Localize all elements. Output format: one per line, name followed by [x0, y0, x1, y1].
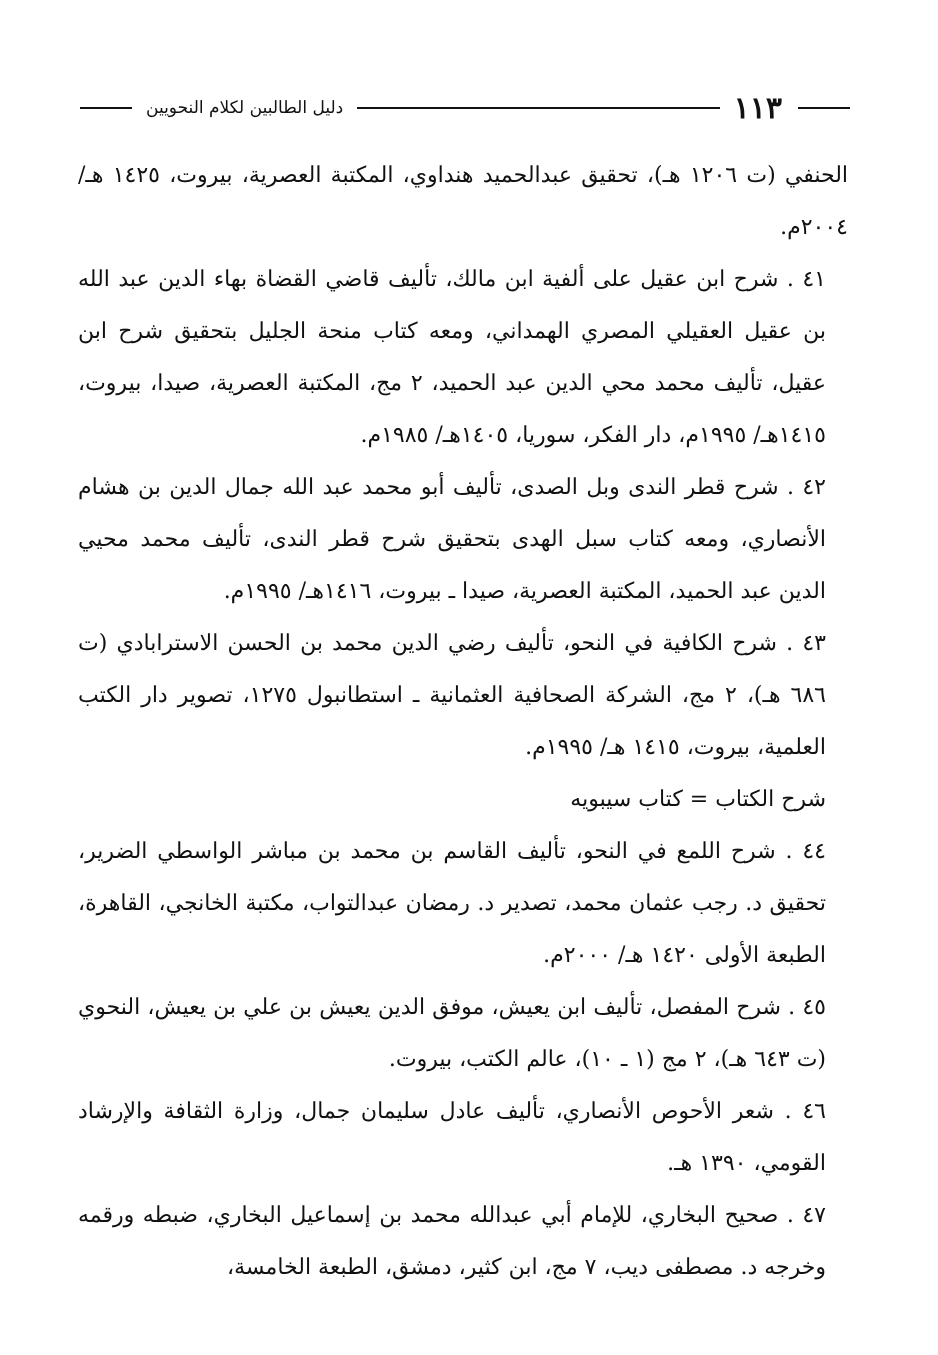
page-number: ١١٣: [733, 90, 782, 126]
entry-43: ٤٣ . شرح الكافية في النحو، تأليف رضي الدين محمد بن الحسن الاسترابادي (ت ٦٨٦ هـ)، ٢ مج، الشركة الصحافية العثمانية ـ استطانبول ١٢٧٥، تصوير دار الكتب العلمية، بيروت، ١٤١٥ هـ/ ١٩٩٥م.: [78, 631, 826, 760]
entry-41: ٤١ . شرح ابن عقيل على ألفية ابن مالك، تأليف قاضي القضاة بهاء الدين عبد الله بن عقيل العقيلي المصري الهمداني، ومعه كتاب منحة الجليل بتحقيق شرح ابن عقيل، تأليف محمد محي الدين عبد الحميد، ٢ مج، المكتبة العصرية، صيدا، بيروت، ١٤١٥هـ/ ١٩٩٥م، دار الفكر، سوريا، ١٤٠٥هـ/ ١٩٨٥م.: [78, 267, 826, 448]
entry-47: ٤٧ . صحيح البخاري، للإمام أبي عبدالله محمد بن إسماعيل البخاري، ضبطه ورقمه وخرجه د. مصطفى ديب، ٧ مج، ابن كثير، دمشق، الطبعة الخامسة،: [78, 1203, 826, 1280]
entry-42: ٤٢ . شرح قطر الندى وبل الصدى، تأليف أبو محمد عبد الله جمال الدين بن هشام الأنصاري، ومعه كتاب سبل الهدى بتحقيق شرح قطر الندى، تأليف محمد محيي الدين عبد الحميد، المكتبة العصرية، صيدا ـ بيروت، ١٤١٦هـ/ ١٩٩٥م.: [78, 475, 826, 604]
header-rule-left: [80, 107, 132, 109]
entry-45: ٤٥ . شرح المفصل، تأليف ابن يعيش، موفق الدين يعيش بن علي بن يعيش، النحوي (ت ٦٤٣ هـ)، ٢ مج (١ ـ ١٠)، عالم الكتب، بيروت.: [78, 995, 826, 1072]
entry-44: ٤٤ . شرح اللمع في النحو، تأليف القاسم بن محمد بن مباشر الواسطي الضرير، تحقيق د. رجب عثمان محمد، تصدير د. رمضان عبدالتواب، مكتبة الخانجي، القاهرة، الطبعة الأولى ١٤٢٠ هـ/ ٢٠٠٠م.: [78, 839, 826, 968]
running-title: دليل الطالبين لكلام النحويين: [146, 98, 344, 118]
header-rule-middle: [357, 107, 719, 109]
entry-continuation: الحنفي (ت ١٢٠٦ هـ)، تحقيق عبدالحميد هنداوي، المكتبة العصرية، بيروت، ١٤٢٥ هـ/ ٢٠٠٤م.: [78, 163, 849, 240]
running-header: [80, 88, 850, 128]
page-body: [78, 150, 848, 1294]
entry-46: ٤٦ . شعر الأحوص الأنصاري، تأليف عادل سليمان جمال، وزارة الثقافة والإرشاد القومي، ١٣٩٠ هـ.: [78, 1099, 826, 1176]
cross-reference: شرح الكتاب = كتاب سيبويه: [570, 787, 826, 812]
header-rule-right: [798, 107, 850, 109]
